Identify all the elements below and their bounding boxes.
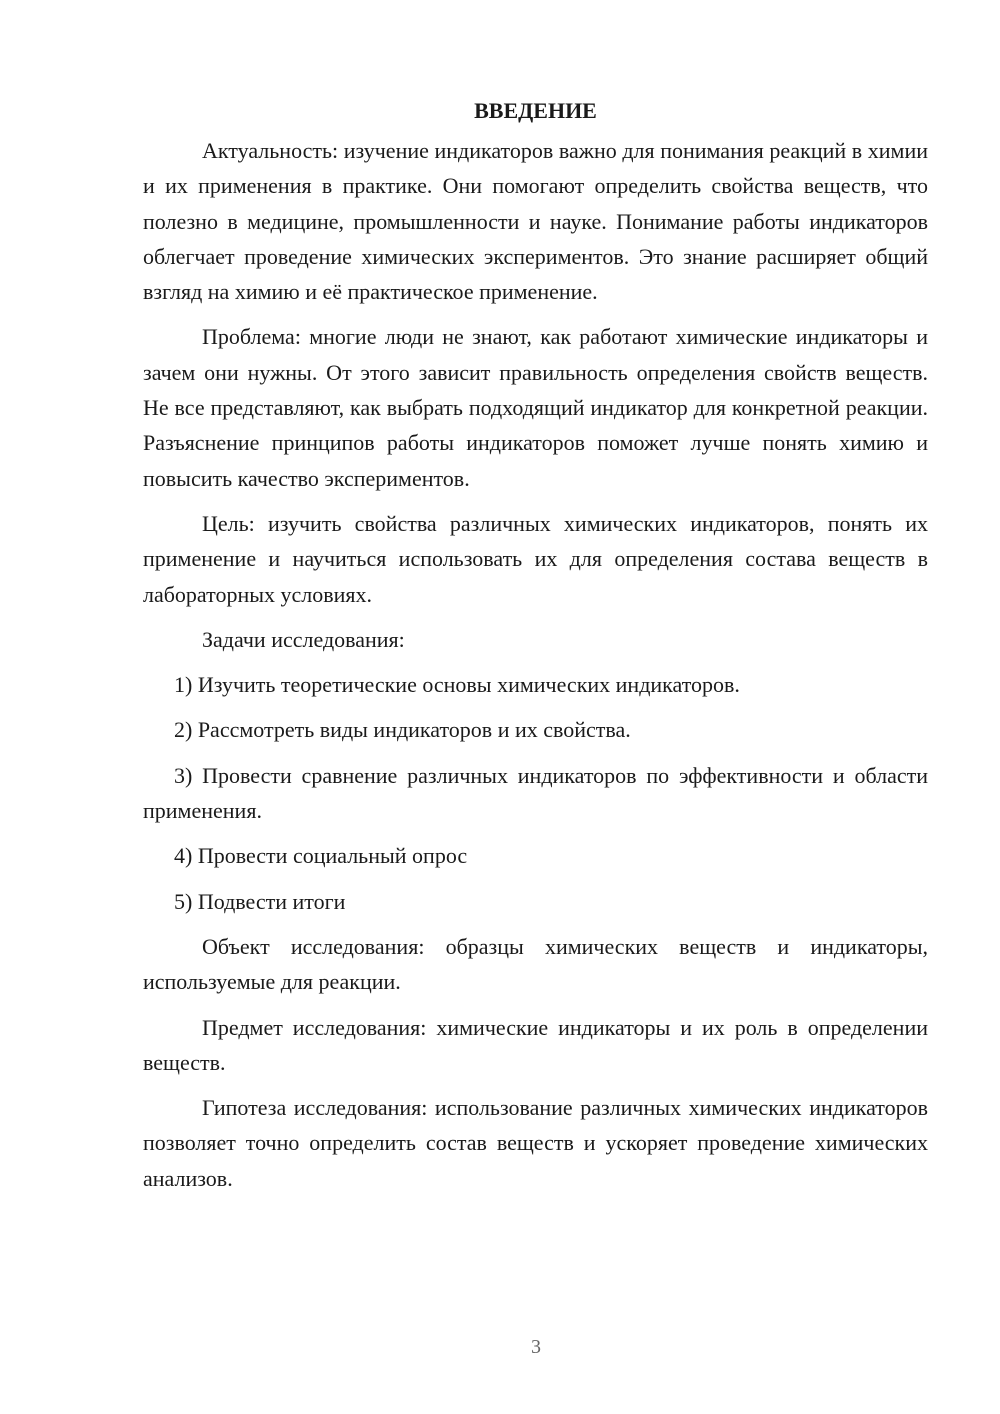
object-paragraph: Объект исследования: образцы химических веществ и индикаторы, используемые для реакции. [143, 933, 928, 995]
page-number: 3 [531, 1336, 541, 1358]
task-item: 5) Подвести итоги [174, 888, 346, 914]
hypothesis-paragraph: Гипотеза исследования: использование различных химических индикаторов позволяет точно определить состав веществ и ускоряет проведение химических анализов. [143, 1095, 928, 1191]
relevance-paragraph: Актуальность: изучение индикаторов важно для понимания реакций в химии и их применения в практике. Они помогают определить свойства веществ, что полезно в медицине, промышленности и науке. Понимание работы индикаторов облегчает проведение химических экспериментов. Это знание расширяет общий взгляд на химию и её практическое применение. [143, 138, 928, 305]
task-item: 4) Провести социальный опрос [174, 843, 468, 869]
task-item: 1) Изучить теоретические основы химических индикаторов. [174, 672, 740, 698]
task-item: 3) Провести сравнение различных индикаторов по эффективности и области применения. [143, 762, 928, 824]
task-item: 2) Рассмотреть виды индикаторов и их свойства. [174, 717, 631, 743]
subject-paragraph: Предмет исследования: химические индикаторы и их роль в определении веществ. [143, 1014, 928, 1075]
problem-paragraph: Проблема: многие люди не знают, как работают химические индикаторы и зачем они нужны. От этого зависит правильность определения свойств веществ. Не все представляют, как выбрать подходящий индикатор для конкретной реакции. Разъяснение принципов работы индикаторов поможет лучше понять химию и повысить качество экспериментов. [143, 324, 928, 491]
section-title: ВВЕДЕНИЕ [474, 98, 597, 123]
goal-paragraph: Цель: изучить свойства различных химических индикаторов, понять их применение и научиться использовать их для определения состава веществ в лабораторных условиях. [143, 510, 928, 607]
document-page [143, 93, 928, 1206]
tasks-heading: Задачи исследования: [202, 626, 405, 652]
